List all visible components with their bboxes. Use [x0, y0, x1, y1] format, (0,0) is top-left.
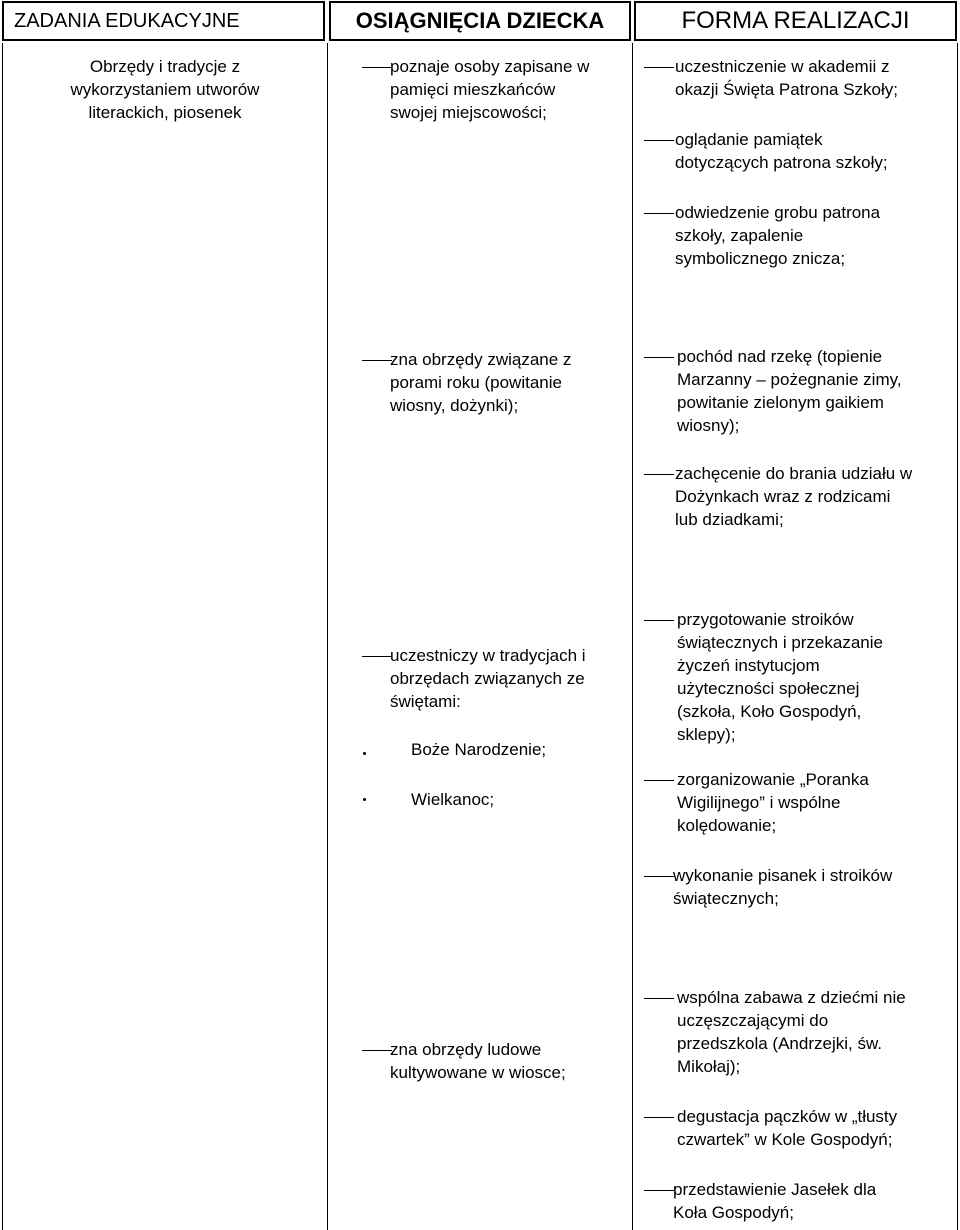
dash-marker	[644, 357, 674, 358]
achievement-line: wiosny, dożynki);	[390, 396, 519, 415]
task-cell	[10, 55, 320, 124]
form-line: lub dziadkami;	[675, 510, 784, 529]
achievement-line: uczestniczy w tradycjach i	[390, 646, 586, 665]
form-line: symbolicznego znicza;	[675, 249, 846, 268]
form-item	[677, 345, 902, 437]
form-line: odwiedzenie grobu patrona	[675, 203, 881, 222]
achievement-line: zna obrzędy ludowe	[390, 1040, 542, 1059]
form-line: Mikołaj);	[677, 1057, 741, 1076]
column-header-forms-label: FORMA REALIZACJI	[681, 7, 910, 34]
dash-marker	[644, 1117, 674, 1118]
bullet-marker	[363, 752, 366, 755]
form-line: zachęcenie do brania udziału w	[675, 464, 913, 483]
form-item	[675, 128, 888, 174]
form-line: przedszkola (Andrzejki, św.	[677, 1034, 883, 1053]
form-line: Koła Gospodyń;	[673, 1203, 794, 1222]
form-line: okazji Święta Patrona Szkoły;	[675, 80, 898, 99]
column-header-tasks-label: ZADANIA EDUKACYJNE	[14, 9, 240, 32]
dash-marker	[644, 1190, 674, 1191]
form-item	[675, 201, 880, 270]
form-item	[677, 768, 869, 837]
bullet-marker	[363, 798, 366, 801]
form-line: czwartek” w Kole Gospodyń;	[677, 1130, 893, 1149]
form-line: (szkoła, Koło Gospodyń,	[677, 702, 862, 721]
dash-marker	[362, 656, 392, 657]
task-line: Obrzędy i tradycje z	[89, 57, 241, 76]
form-item	[677, 986, 906, 1078]
form-line: wykonanie pisanek i stroików	[673, 866, 893, 885]
form-line: Dożynkach wraz z rodzicami	[675, 487, 891, 506]
form-line: pochód nad rzekę (topienie	[677, 347, 883, 366]
table-border-right	[957, 43, 958, 1230]
form-item	[677, 1105, 897, 1151]
dash-marker	[644, 213, 674, 214]
achievement-subitem: Boże Narodzenie;	[411, 740, 547, 759]
form-line: użyteczności społecznej	[677, 679, 860, 698]
form-line: świątecznych;	[673, 889, 779, 908]
achievement-line: porami roku (powitanie	[390, 373, 562, 392]
task-line: wykorzystaniem utworów	[70, 80, 260, 99]
task-line: literackich, piosenek	[88, 103, 242, 122]
form-item	[675, 55, 898, 101]
form-line: Marzanny – pożegnanie zimy,	[677, 370, 902, 389]
dash-marker	[644, 780, 674, 781]
dash-marker	[362, 1050, 392, 1051]
form-item	[675, 462, 912, 531]
table-border-left	[2, 43, 3, 1230]
column-divider-1	[327, 43, 328, 1230]
form-line: wspólna zabawa z dziećmi nie	[677, 988, 906, 1007]
dash-marker	[644, 620, 674, 621]
form-line: powitanie zielonym gaikiem	[677, 393, 884, 412]
achievement-line: pamięci mieszkańców	[390, 80, 556, 99]
dash-marker	[644, 998, 674, 999]
form-line: uczestniczenie w akademii z	[675, 57, 890, 76]
achievement-line: kultywowane w wiosce;	[390, 1063, 566, 1082]
form-line: degustacja pączków w „tłusty	[677, 1107, 898, 1126]
column-header-forms	[634, 1, 957, 41]
form-line: przygotowanie stroików	[677, 610, 854, 629]
form-line: sklepy);	[677, 725, 736, 744]
achievement-item	[390, 644, 586, 713]
dash-marker	[362, 67, 392, 68]
achievement-line: obrzędach związanych ze	[390, 669, 585, 688]
achievement-line: poznaje osoby zapisane w	[390, 57, 590, 76]
form-line: Wigilijnego” i wspólne	[677, 793, 841, 812]
dash-marker	[644, 474, 674, 475]
column-header-tasks	[2, 1, 325, 41]
dash-marker	[644, 67, 674, 68]
dash-marker	[644, 140, 674, 141]
dash-marker	[362, 360, 392, 361]
form-line: życzeń instytucjom	[677, 656, 820, 675]
form-line: uczęszczającymi do	[677, 1011, 829, 1030]
form-line: kolędowanie;	[677, 816, 777, 835]
form-line: szkoły, zapalenie	[675, 226, 804, 245]
column-header-achievements	[329, 1, 631, 41]
column-header-achievements-label: OSIĄGNIĘCIA DZIECKA	[355, 8, 605, 33]
form-line: wiosny);	[677, 416, 740, 435]
form-line: oglądanie pamiątek	[675, 130, 823, 149]
form-item	[673, 1178, 876, 1224]
form-line: świątecznych i przekazanie	[677, 633, 883, 652]
column-divider-2	[632, 43, 633, 1230]
form-item	[677, 608, 883, 746]
form-line: dotyczących patrona szkoły;	[675, 153, 888, 172]
dash-marker	[644, 876, 674, 877]
achievement-line: zna obrzędy związane z	[390, 350, 572, 369]
achievement-line: swojej miejscowości;	[390, 103, 547, 122]
achievement-line: świętami:	[390, 692, 461, 711]
achievement-item	[390, 55, 589, 124]
form-item	[673, 864, 892, 910]
form-line: zorganizowanie „Poranka	[677, 770, 869, 789]
form-line: przedstawienie Jasełek dla	[673, 1180, 877, 1199]
achievement-subitem: Wielkanoc;	[411, 790, 495, 809]
achievement-item	[390, 1038, 566, 1084]
achievement-item	[390, 348, 571, 417]
